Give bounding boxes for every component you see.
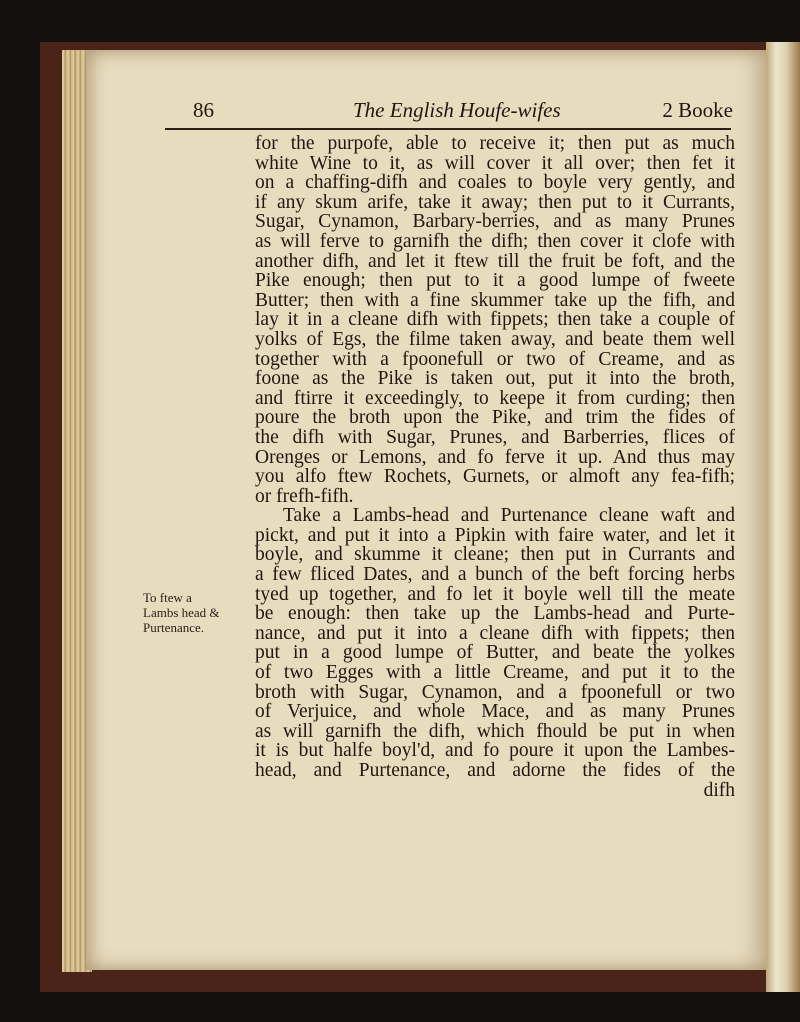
text-line: boyle, and skumme it cleane; then put in Currants and [255,544,735,566]
text-line: another difh, and let it ftew till the fruit be foft, and the [255,250,735,272]
body-text [255,134,735,800]
margin-note [143,590,253,635]
text-line: pickt, and put it into a Pipkin with faire water, and let it [255,524,735,546]
margin-note-line: Lambs head & [143,605,220,620]
text-line: as will ferve to garnifh the difh; then cover it clofe with [255,230,735,252]
text-line: Pike enough; then put to it a good lumpe of fweete [255,270,735,292]
text-line: white Wine to it, as will cover it all over; then fet it [255,152,735,174]
text-line: of Verjuice, and whole Mace, and as many Prunes [255,701,735,723]
text-line: or frefh-fifh. [255,485,354,507]
text-line: Sugar, Cynamon, Barbary-berries, and as many Prunes [255,211,735,233]
text-line: lay it in a cleane difh with fippets; then take a couple of [255,309,735,331]
text-line: foone as the Pike is taken out, put it into the broth, [255,368,735,390]
book-label: 2 Booke [662,98,733,122]
text-line: you alfo ftew Rochets, Gurnets, or almoft any fea-fifh; [255,466,735,488]
text-line: as will garnifh the difh, which fhould be put in when [255,720,735,742]
text-line: put in a good lumpe of Butter, and beate the yolkes [255,642,735,664]
text-line: on a chaffing-difh and coales to boyle very gently, and [255,172,735,194]
text-line: broth with Sugar, Cynamon, and a fpoonefull or two [255,681,735,703]
text-line: be enough: then take up the Lambs-head and Purte- [255,603,735,625]
text-line: Butter; then with a fine skummer take up the fifh, and [255,289,735,311]
running-header [193,98,733,128]
margin-note-line: To ftew a [143,590,192,605]
text-line: and ftirre it exceedingly, to keepe it from curding; then [255,387,735,409]
text-line: it is but halfe boyl'd, and fo poure it upon the Lambes- [255,740,735,762]
text-line: tyed up together, and fo let it boyle well till the meate [255,583,735,605]
text-line: nance, and put it into a cleane difh with fippets; then [255,622,735,644]
header-rule [165,128,731,130]
text-line: the difh with Sugar, Prunes, and Barberries, flices of [255,426,735,448]
text-line: a few fliced Dates, and a bunch of the beft forcing herbs [255,564,735,586]
text-line: head, and Purtenance, and adorne the fides of the [255,760,735,781]
text-line: Take a Lambs-head and Purtenance cleane waft and [283,505,735,527]
catchword: difh [703,779,735,801]
text-line: yolks of Egs, the filme taken away, and beate them well [255,328,735,350]
text-line: Orenges or Lemons, and fo ferve it up. And thus may [255,446,735,468]
running-title: The English Houfe-wifes [353,98,561,122]
page-number: 86 [193,98,214,122]
facing-page-edge [766,42,800,992]
text-line: poure the broth upon the Pike, and trim the fides of [255,407,735,429]
text-line: if any skum arife, take it away; then put to it Currants, [255,191,735,213]
text-line: together with a fpoonefull or two of Creame, and as [255,348,735,370]
text-line: for the purpofe, able to receive it; then put as much [255,133,735,154]
margin-note-line: Purtenance. [143,620,205,635]
text-line: of two Egges with a little Creame, and put it to the [255,662,735,684]
